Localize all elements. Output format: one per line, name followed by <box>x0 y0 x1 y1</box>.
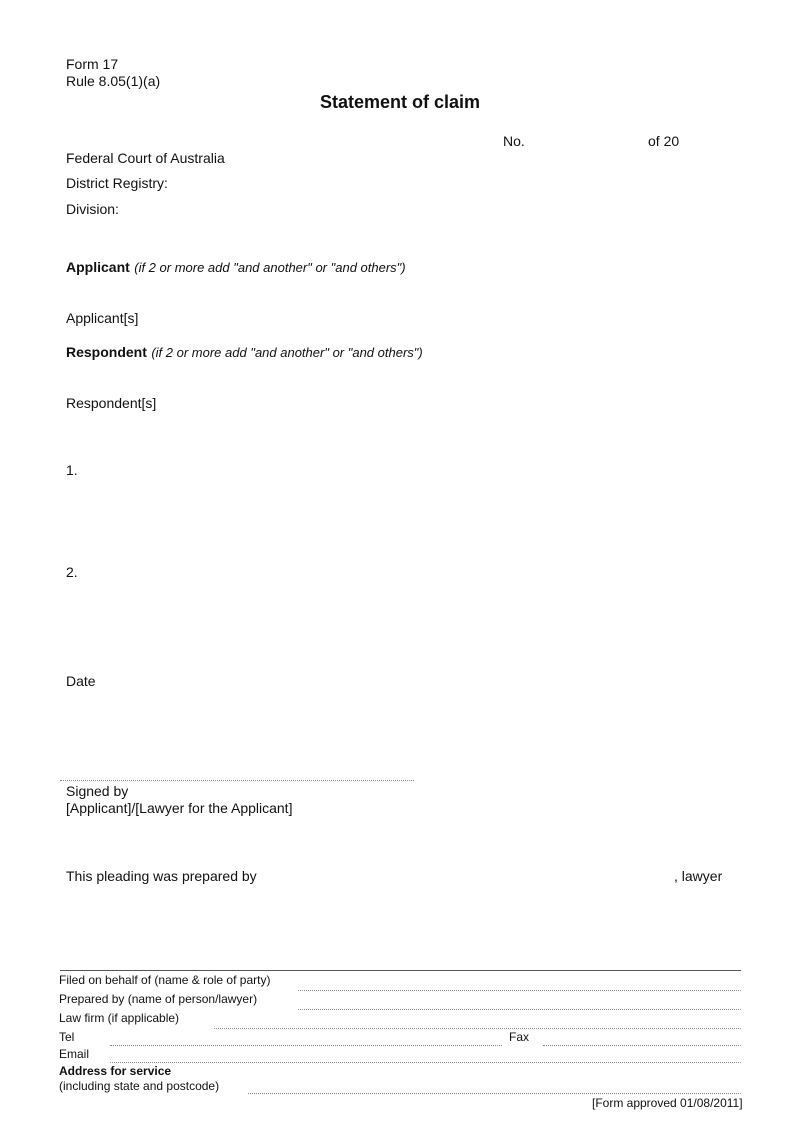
address-line <box>248 1093 741 1094</box>
applicant-heading-row <box>66 259 406 277</box>
form-number: Form 17 <box>66 56 119 72</box>
division-label: Division: <box>66 201 119 217</box>
prepared-by-suffix: , lawyer <box>674 868 723 884</box>
email-line <box>110 1062 741 1063</box>
law-firm-label: Law firm (if applicable) <box>59 1011 180 1025</box>
respondent-label: Respondent[s] <box>66 395 157 411</box>
paragraph-1-number: 1. <box>66 462 78 478</box>
address-note: (including state and postcode) <box>59 1079 220 1093</box>
district-registry-label: District Registry: <box>66 175 168 191</box>
applicant-note: (if 2 or more add "and another" or "and others") <box>134 260 406 275</box>
rule-reference: Rule 8.05(1)(a) <box>66 73 161 89</box>
signature-line <box>60 780 414 781</box>
email-label: Email <box>59 1047 90 1061</box>
respondent-heading: Respondent <box>66 344 147 360</box>
address-heading: Address for service <box>59 1064 172 1078</box>
form-approval-note: [Form approved 01/08/2011] <box>592 1096 743 1110</box>
signed-by-label: Signed by <box>66 783 129 799</box>
law-firm-line <box>214 1028 741 1029</box>
page-title: Statement of claim <box>319 92 481 112</box>
filed-on-behalf-line <box>298 990 741 991</box>
case-no-label: No. <box>503 133 525 149</box>
prepared-by-label: Prepared by (name of person/lawyer) <box>59 992 258 1006</box>
applicant-heading: Applicant <box>66 259 130 275</box>
respondent-note: (if 2 or more add "and another" or "and others") <box>151 345 423 360</box>
paragraph-2-number: 2. <box>66 564 78 580</box>
date-label: Date <box>66 673 96 689</box>
footer-top-rule <box>60 970 741 971</box>
prepared-by-line <box>298 1009 741 1010</box>
case-year-label: of 20 <box>648 133 680 149</box>
fax-label: Fax <box>509 1030 530 1044</box>
applicant-label: Applicant[s] <box>66 310 139 326</box>
filed-on-behalf-label: Filed on behalf of (name & role of party) <box>59 973 271 987</box>
signer-role: [Applicant]/[Lawyer for the Applicant] <box>66 800 293 816</box>
tel-line <box>110 1045 502 1046</box>
tel-label: Tel <box>59 1030 75 1044</box>
court-name: Federal Court of Australia <box>66 150 225 166</box>
respondent-heading-row <box>66 344 423 362</box>
fax-line <box>543 1045 741 1046</box>
prepared-by-prefix: This pleading was prepared by <box>66 868 257 884</box>
